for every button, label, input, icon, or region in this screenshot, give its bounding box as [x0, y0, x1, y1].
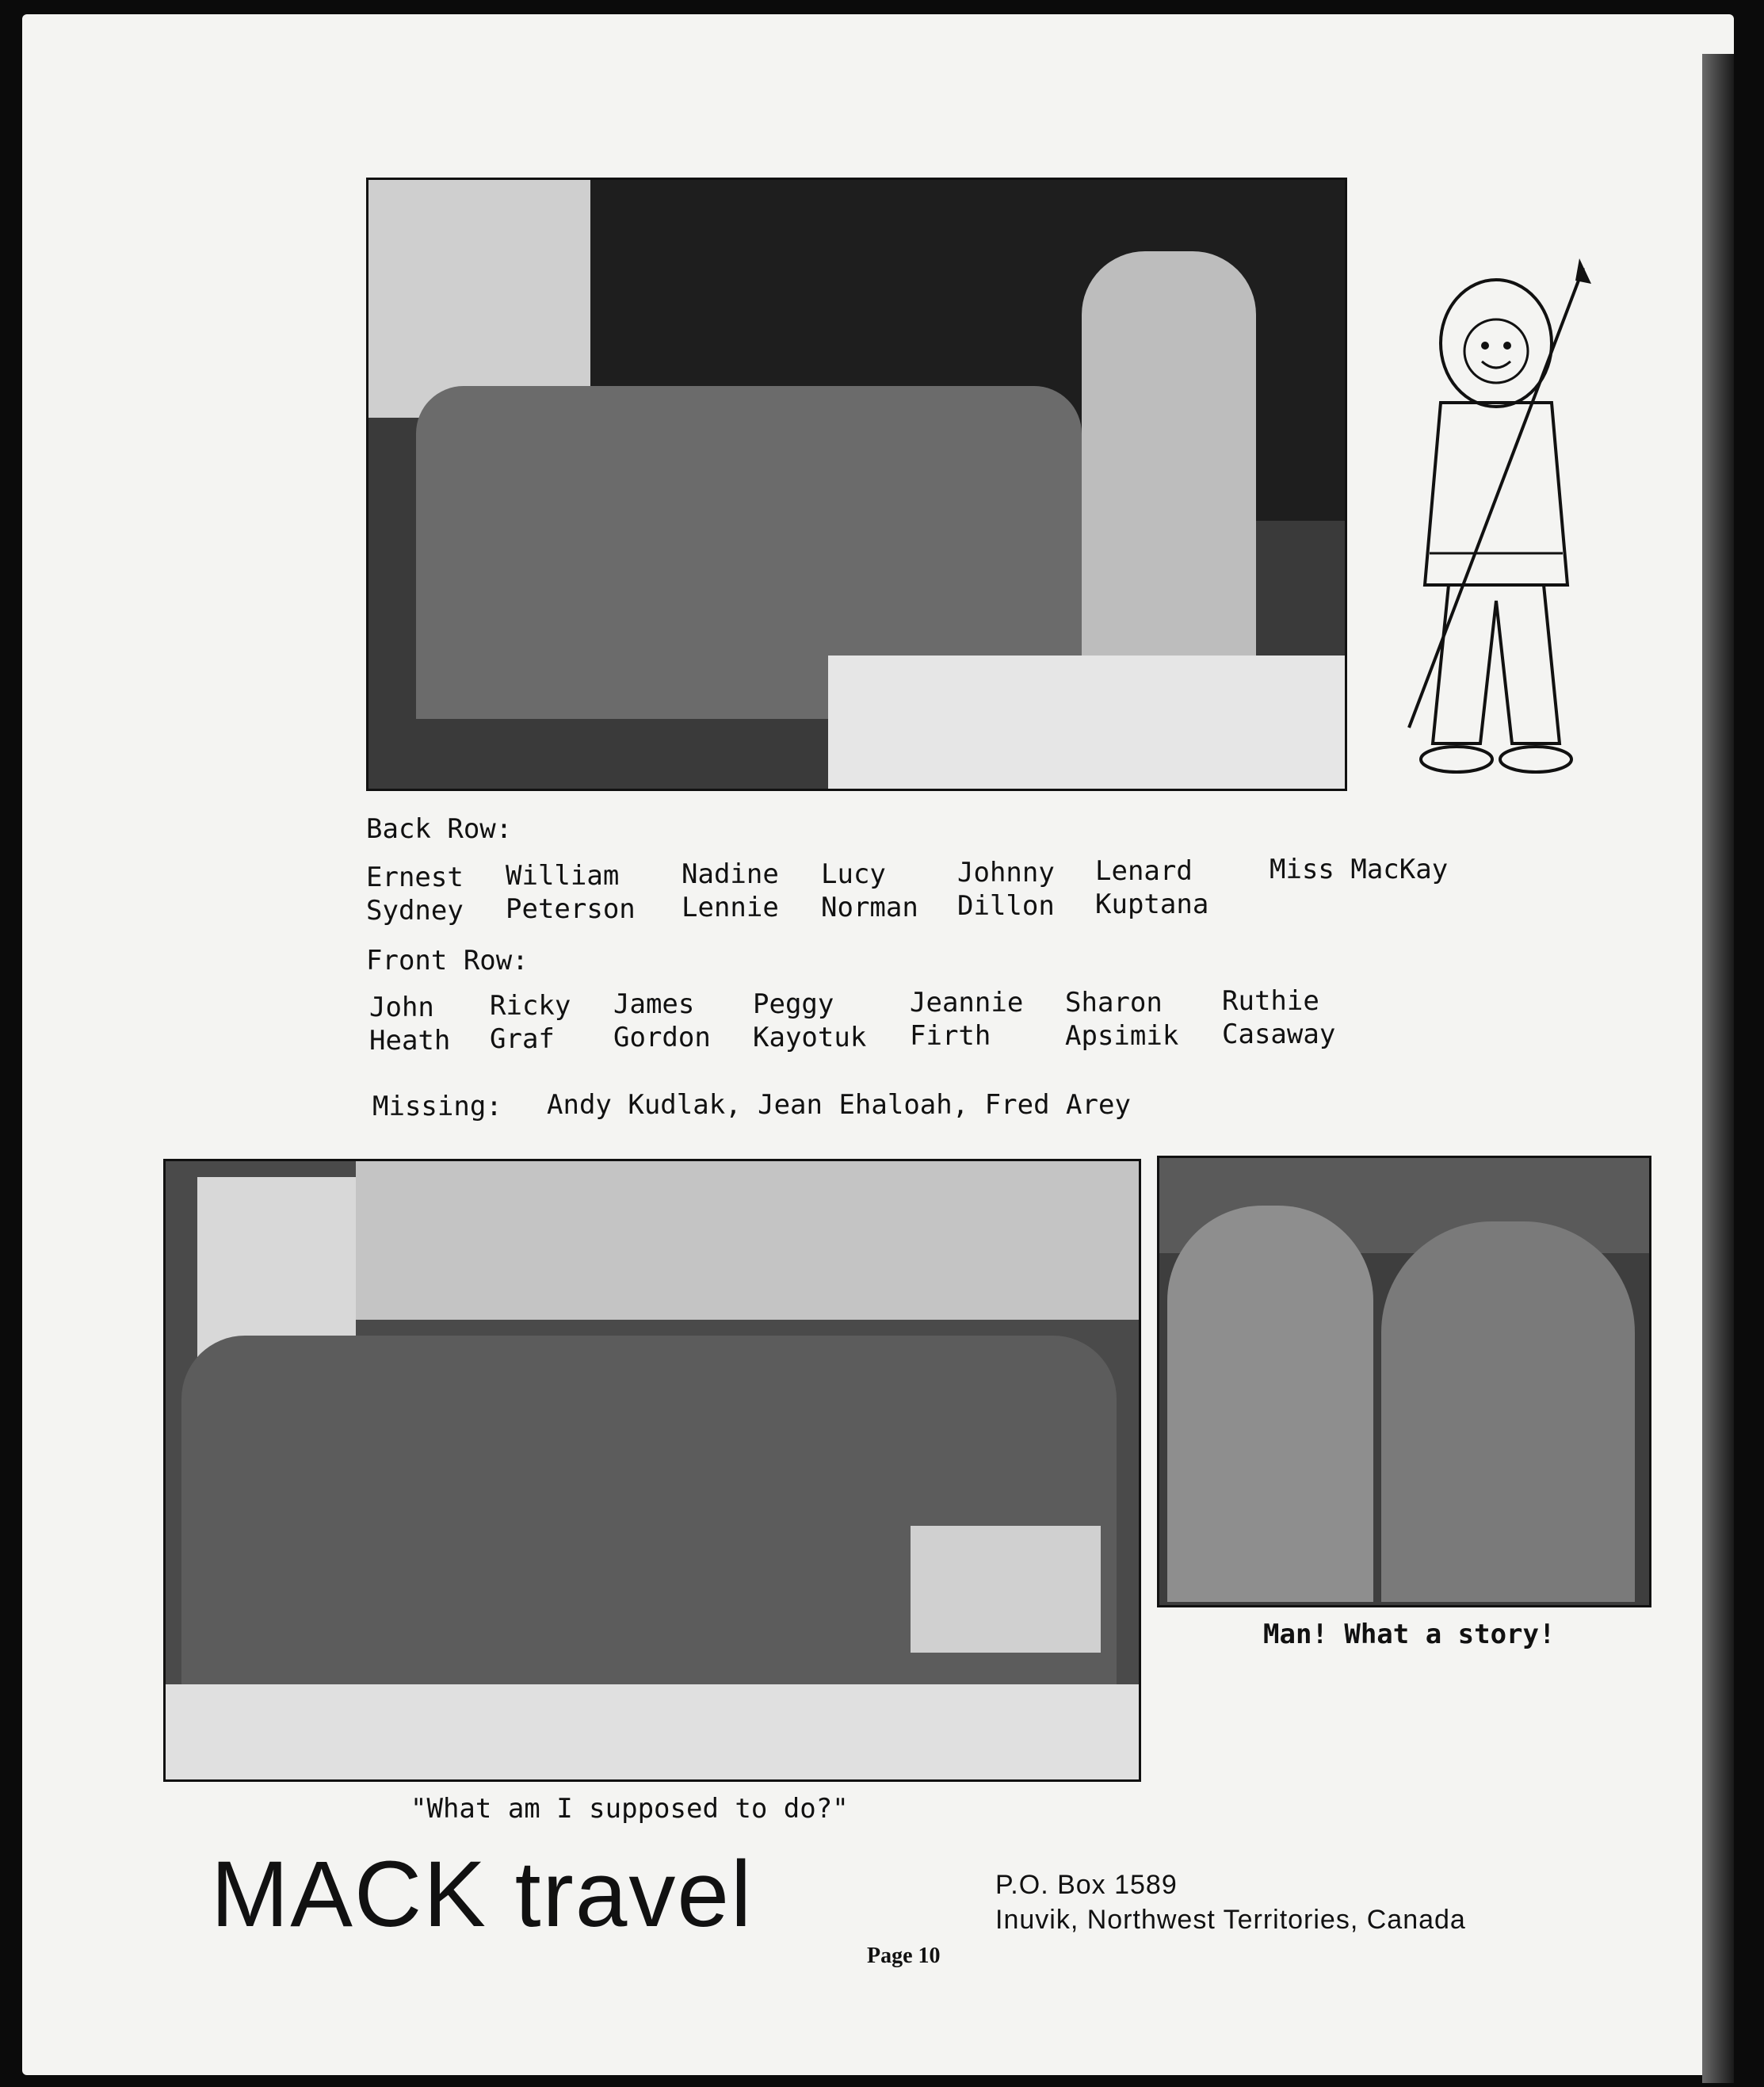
girl-left — [1167, 1206, 1373, 1602]
front-row-name: Ricky Graf — [490, 990, 571, 1055]
back-row-name: Johnny Dillon — [957, 857, 1055, 922]
address-line-1: P.O. Box 1589 — [995, 1870, 1178, 1900]
back-row-name: William Peterson — [506, 860, 636, 925]
front-row-name: Peggy Kayotuk — [753, 988, 867, 1053]
wall-window — [368, 180, 590, 418]
back-row-heading: Back Row: — [366, 813, 513, 845]
classroom-desk — [828, 656, 1345, 789]
listening-center-photo — [163, 1159, 1141, 1782]
wall-background — [356, 1161, 1139, 1320]
mack-travel-logo: MACK travel — [211, 1842, 754, 1947]
front-row-name: John Heath — [369, 992, 451, 1057]
front-row-name: Sharon Apsimik — [1065, 987, 1179, 1052]
front-row-name: Jeannie Firth — [910, 987, 1024, 1052]
newsletter-page — [22, 14, 1734, 2075]
back-row-name: Lucy Norman — [821, 858, 918, 923]
girl-right — [1381, 1221, 1635, 1602]
page-number: Page 10 — [867, 1944, 941, 1968]
listening-photo-caption: "What am I supposed to do?" — [410, 1793, 849, 1825]
back-row-name: Miss MacKay — [1270, 854, 1449, 885]
teacher-figure — [1082, 251, 1256, 711]
back-row-name: Lenard Kuptana — [1095, 855, 1209, 920]
front-row-name: Ruthie Casaway — [1222, 985, 1336, 1050]
address-line-2: Inuvik, Northwest Territories, Canada — [995, 1905, 1466, 1935]
page-edge-shadow — [1702, 54, 1734, 2083]
class-photo — [366, 178, 1347, 791]
front-row-heading: Front Row: — [366, 945, 529, 977]
record-player — [911, 1526, 1101, 1653]
back-row-name: Nadine Lennie — [682, 858, 779, 923]
front-row-name: James Gordon — [613, 988, 711, 1053]
story-photo-caption: Man! What a story! — [1263, 1619, 1556, 1650]
inuit-hunter-illustration — [1377, 252, 1615, 807]
table-surface — [166, 1684, 1139, 1779]
missing-label: Missing: — [372, 1091, 502, 1122]
missing-names: Andy Kudlak, Jean Ehaloah, Fred Arey — [547, 1089, 1131, 1121]
back-row-name: Ernest Sydney — [366, 862, 464, 927]
ad-address — [995, 1867, 1466, 1937]
story-listening-photo — [1157, 1156, 1651, 1607]
